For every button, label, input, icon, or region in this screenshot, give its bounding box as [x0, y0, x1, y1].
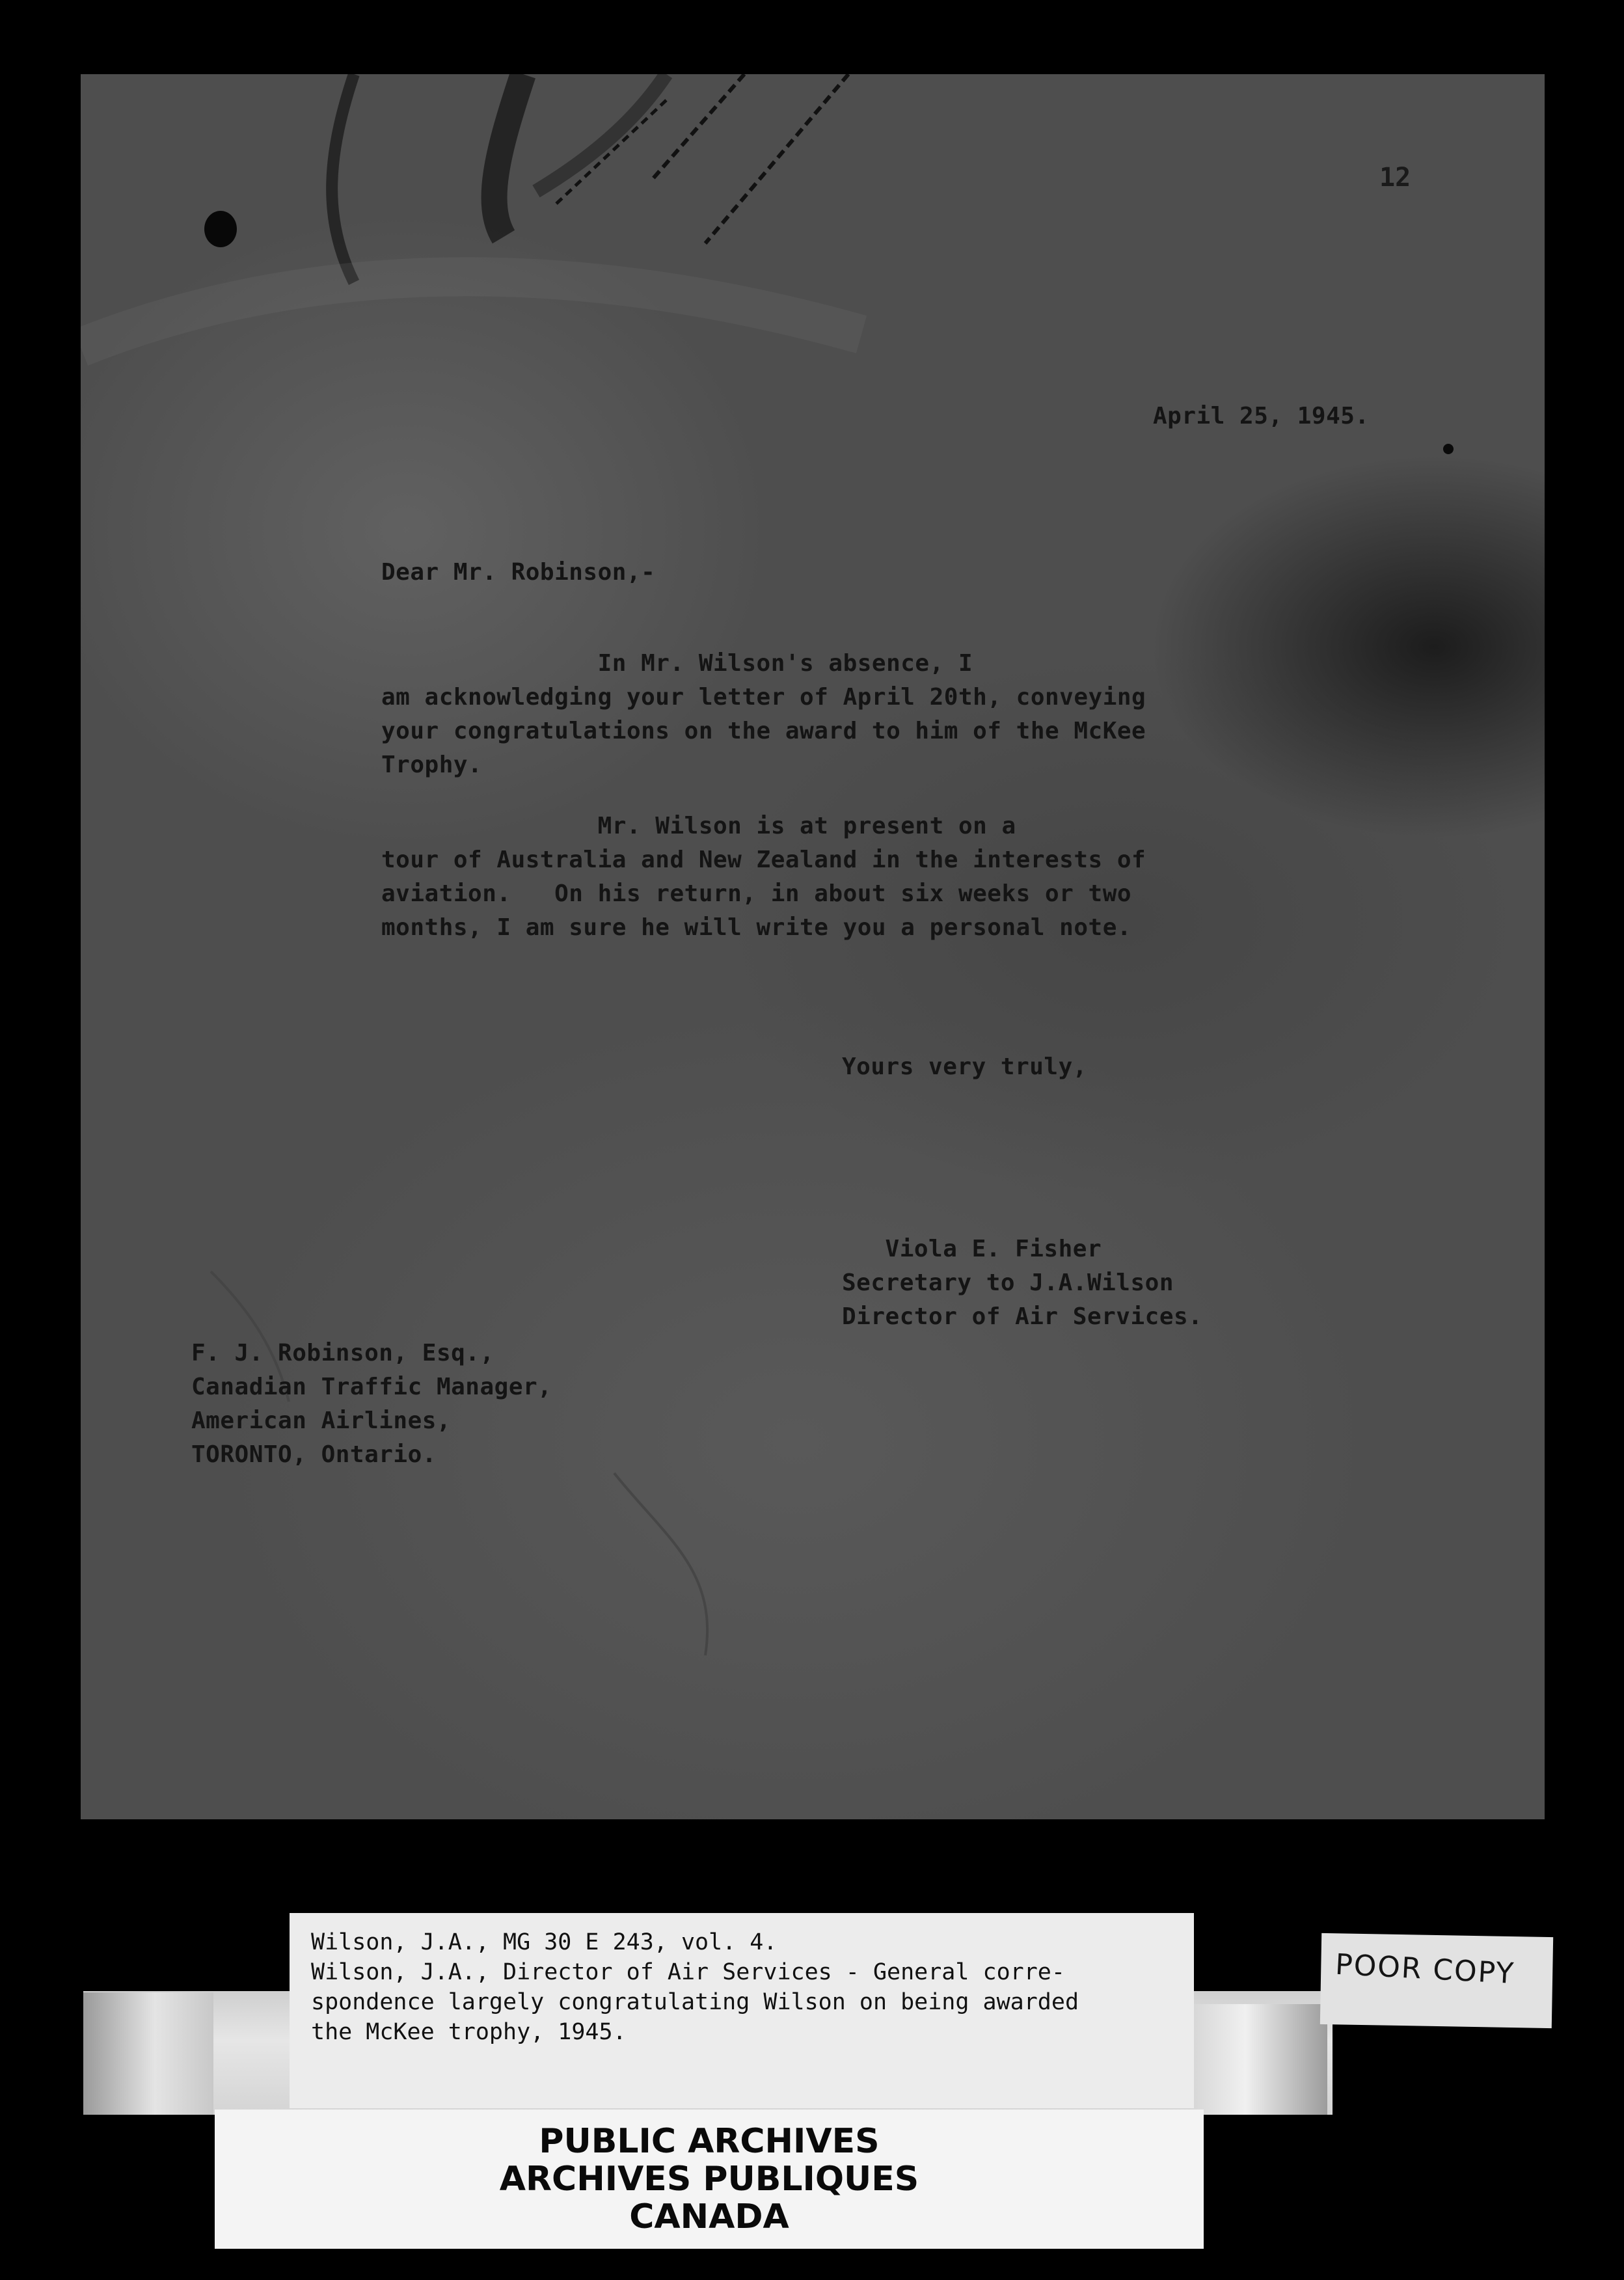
- punch-hole: [204, 211, 237, 247]
- page-mark: 12: [1379, 163, 1411, 193]
- mount-strip-right-edge: [1191, 2004, 1327, 2115]
- paragraph-2: Mr. Wilson is at present on a tour of Australia and New Zealand in the interests of aviation. On his return, in about six weeks or two months, I am sure he will write you a personal note.: [381, 813, 1146, 941]
- scan-streaks: [81, 74, 1545, 1819]
- archive-card-text: Wilson, J.A., MG 30 E 243, vol. 4. Wilson, J.A., Director of Air Services - General corre- spondence largely congratulating Wilson on being awarded the McKee trophy, 1945.: [311, 1929, 1079, 2045]
- handwritten-note: POOR COPY: [1334, 1948, 1516, 1991]
- letter-date: April 25, 1945.: [1153, 403, 1370, 429]
- addressee-block: F. J. Robinson, Esq., Canadian Traffic Manager, American Airlines, TORONTO, Ontario.: [191, 1340, 552, 1468]
- ink-dot: [1443, 444, 1454, 454]
- paragraph-1: In Mr. Wilson's absence, I am acknowledging your letter of April 20th, conveying your congratulations on the award to him of the McKee Trophy.: [381, 650, 1146, 778]
- mount-strip-left-edge: [83, 1992, 213, 2115]
- archives-label: PUBLIC ARCHIVES ARCHIVES PUBLIQUES CANADA: [499, 2122, 919, 2236]
- letter-sheet: [81, 74, 1545, 1819]
- closing: Yours very truly,: [842, 1053, 1087, 1080]
- salutation: Dear Mr. Robinson,-: [381, 559, 656, 586]
- signature-block: Viola E. Fisher Secretary to J.A.Wilson Director of Air Services.: [842, 1236, 1203, 1330]
